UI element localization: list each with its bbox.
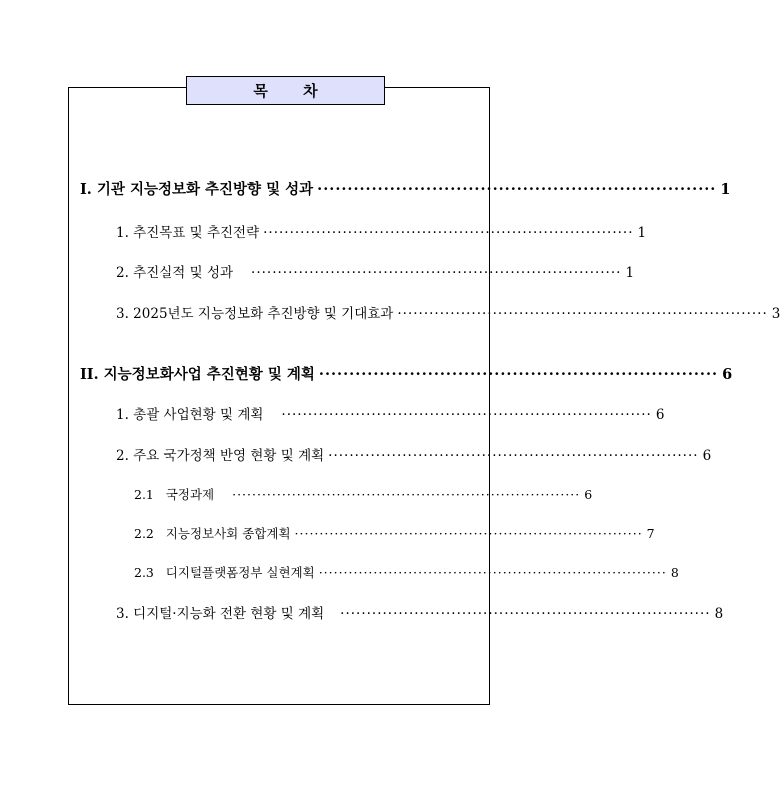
toc-entry-section-2[interactable] xyxy=(80,363,733,384)
toc-title: 목 차 xyxy=(186,76,385,105)
toc-entry-page: 6 xyxy=(722,366,733,383)
toc-entry-page: 8 xyxy=(670,565,679,580)
leader-dots: ······································································ xyxy=(294,526,643,541)
toc-entry-label: 2. 추진실적 및 성과 xyxy=(116,265,234,281)
toc-entry-label: 2.2 지능정보사회 종합계획 xyxy=(134,526,291,541)
leader-dots: ······································································ xyxy=(328,448,699,464)
toc-entry-2-2-1[interactable] xyxy=(134,485,593,503)
leader-dots: ······································································ xyxy=(281,407,652,423)
toc-entry-page: 6 xyxy=(584,487,593,502)
toc-entry-page: 8 xyxy=(714,606,724,622)
toc-entry-2-2[interactable] xyxy=(116,444,712,464)
toc-entry-label: 2. 주요 국가정책 반영 현황 및 계획 xyxy=(116,448,325,464)
toc-entry-label: 2.1 국정과제 xyxy=(134,487,215,502)
leader-dots: ······································································ xyxy=(340,606,711,622)
toc-entry-2-2-3[interactable] xyxy=(134,563,679,581)
leader-dots: ·································································· xyxy=(318,366,719,383)
toc-entry-label: 3. 디지털·지능화 전환 현황 및 계획 xyxy=(116,606,325,622)
toc-entry-page: 1 xyxy=(625,265,635,281)
toc-entry-label: II. 지능정보화사업 추진현황 및 계획 xyxy=(80,366,315,383)
toc-entry-page: 1 xyxy=(720,181,731,198)
leader-dots: ······································································ xyxy=(263,225,634,241)
toc-entry-2-1[interactable] xyxy=(116,403,665,423)
toc-entry-2-2-2[interactable] xyxy=(134,524,655,542)
toc-entry-label: 2.3 디지털플랫폼정부 실현계획 xyxy=(134,565,315,580)
leader-dots: ······································································ xyxy=(397,306,768,322)
leader-dots: ······································································ xyxy=(318,565,667,580)
toc-entry-page: 7 xyxy=(646,526,655,541)
toc-entry-page: 3 xyxy=(771,306,780,322)
toc-entry-label: Ⅰ. 기관 지능정보화 추진방향 및 성과 xyxy=(80,181,314,198)
toc-entry-1-3[interactable] xyxy=(116,302,780,322)
toc-entry-2-3[interactable] xyxy=(116,602,724,622)
toc-entry-label: 1. 총괄 사업현황 및 계획 xyxy=(116,407,264,423)
toc-entry-1-1[interactable] xyxy=(116,221,647,241)
toc-entry-label: 3. 2025년도 지능정보화 추진방향 및 기대효과 xyxy=(116,306,394,322)
leader-dots: ······································································ xyxy=(251,265,622,281)
toc-entry-1-2[interactable] xyxy=(116,261,635,281)
toc-entry-label: 1. 추진목표 및 추진전략 xyxy=(116,225,260,241)
leader-dots: ·································································· xyxy=(317,181,717,198)
toc-entry-page: 1 xyxy=(637,225,647,241)
toc-entry-page: 6 xyxy=(702,448,712,464)
leader-dots: ······································································ xyxy=(232,487,581,502)
toc-entry-page: 6 xyxy=(655,407,665,423)
toc-entry-section-1[interactable] xyxy=(80,178,731,199)
